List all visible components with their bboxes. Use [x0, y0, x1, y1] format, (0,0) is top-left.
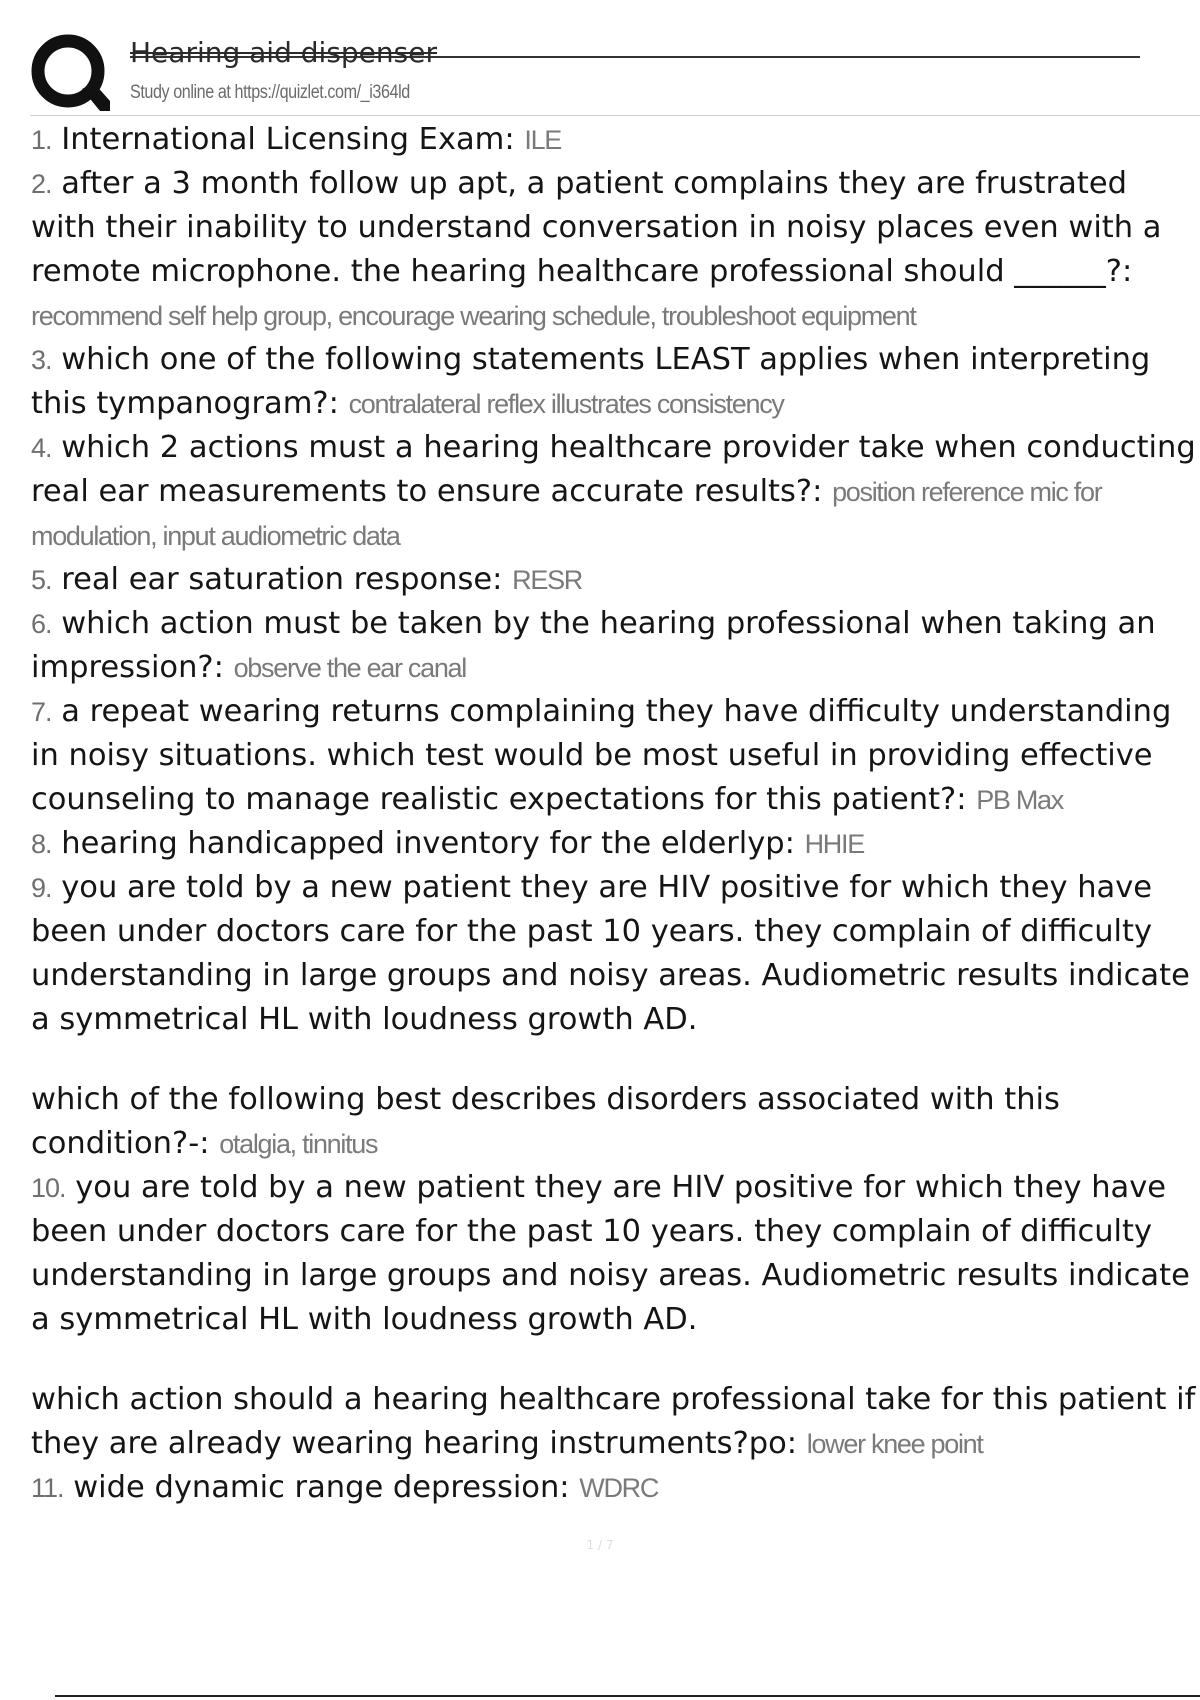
list-item [31, 426, 1200, 558]
item-number: 6. [31, 609, 52, 639]
list-item [31, 1166, 1200, 1466]
paragraph-gap [31, 1342, 1200, 1378]
item-answer: HHIE [804, 829, 864, 859]
list-item [31, 118, 1200, 162]
item-answer: PB Max [976, 785, 1063, 815]
item-number: 3. [31, 345, 52, 375]
item-question: a repeat wearing returns complaining they have difficulty understanding in noisy situations. which test would be most useful in providing effective counseling to manage realistic expectations for this patient?: [31, 694, 1172, 817]
item-answer: position reference mic for modulation, input audiometric data [31, 477, 1102, 551]
item-question: you are told by a new patient they are HIV positive for which they have been under doctors care for the past 10 years. they complain of difficulty understanding in large groups and noisy areas. Audiometric results indicate a symmetrical HL with loudness growth AD. [31, 870, 1190, 1037]
item-answer: RESR [512, 565, 582, 595]
item-answer: contralateral reflex illustrates consistency [348, 389, 784, 419]
item-answer: WDRC [579, 1473, 659, 1503]
page-number: 1 / 7 [586, 1538, 614, 1552]
item-number: 11. [31, 1473, 64, 1503]
list-item [31, 822, 1200, 866]
paragraph-gap [31, 1042, 1200, 1078]
list-item [31, 162, 1200, 338]
list-item [31, 338, 1200, 426]
item-answer: recommend self help group, encourage wearing schedule, troubleshoot equipment [31, 301, 916, 331]
item-number: 5. [31, 565, 52, 595]
item-answer: ILE [524, 125, 562, 155]
list-item [31, 690, 1200, 822]
item-question-continued: which action should a hearing healthcare professional take for this patient if they are already wearing hearing instruments?po: [31, 1382, 1196, 1461]
item-number: 7. [31, 697, 52, 727]
item-number: 9. [31, 873, 52, 903]
item-number: 10. [31, 1173, 66, 1203]
item-question: which action must be taken by the hearing professional when taking an impression?: [31, 606, 1156, 685]
item-question: wide dynamic range depression: [73, 1470, 570, 1505]
item-question: real ear saturation response: [61, 562, 503, 597]
item-question: after a 3 month follow up apt, a patient complains they are frustrated with their inability to understand conversation in noisy places even with a remote microphone. the hearing healthcare professional should ______?: [31, 166, 1162, 289]
item-answer: observe the ear canal [233, 653, 466, 683]
item-number: 8. [31, 829, 52, 859]
document-header [30, 30, 1140, 112]
list-item [31, 602, 1200, 690]
item-answer: otalgia, tinnitus [219, 1129, 378, 1159]
item-question: which 2 actions must a hearing healthcare provider take when conducting real ear measurements to ensure accurate results?: [31, 430, 1196, 509]
list-item [31, 558, 1200, 602]
document-subtitle: Study online at https://quizlet.com/_i364ld [130, 82, 410, 103]
item-number: 4. [31, 433, 52, 463]
footer-divider [55, 1695, 1200, 1697]
quizlet-q-icon [30, 33, 112, 115]
item-number: 2. [31, 169, 52, 199]
document-title: Hearing aid dispenser [130, 36, 437, 69]
list-item [31, 1466, 1200, 1510]
list-item [31, 866, 1200, 1166]
item-question: International Licensing Exam: [61, 122, 515, 157]
item-answer: lower knee point [806, 1429, 983, 1459]
item-question: hearing handicapped inventory for the elderlyp: [61, 826, 795, 861]
item-question: which one of the following statements LEAST applies when interpreting this tympanogram?: [31, 342, 1151, 421]
item-question: you are told by a new patient they are HIV positive for which they have been under doctors care for the past 10 years. they complain of difficulty understanding in large groups and noisy areas. Audiometric results indicate a symmetrical HL with loudness growth AD. [31, 1170, 1190, 1337]
item-question-continued: which of the following best describes disorders associated with this condition?-: [31, 1082, 1060, 1161]
item-number: 1. [31, 125, 52, 155]
flashcard-list [31, 118, 1200, 1510]
header-divider [30, 115, 1200, 116]
